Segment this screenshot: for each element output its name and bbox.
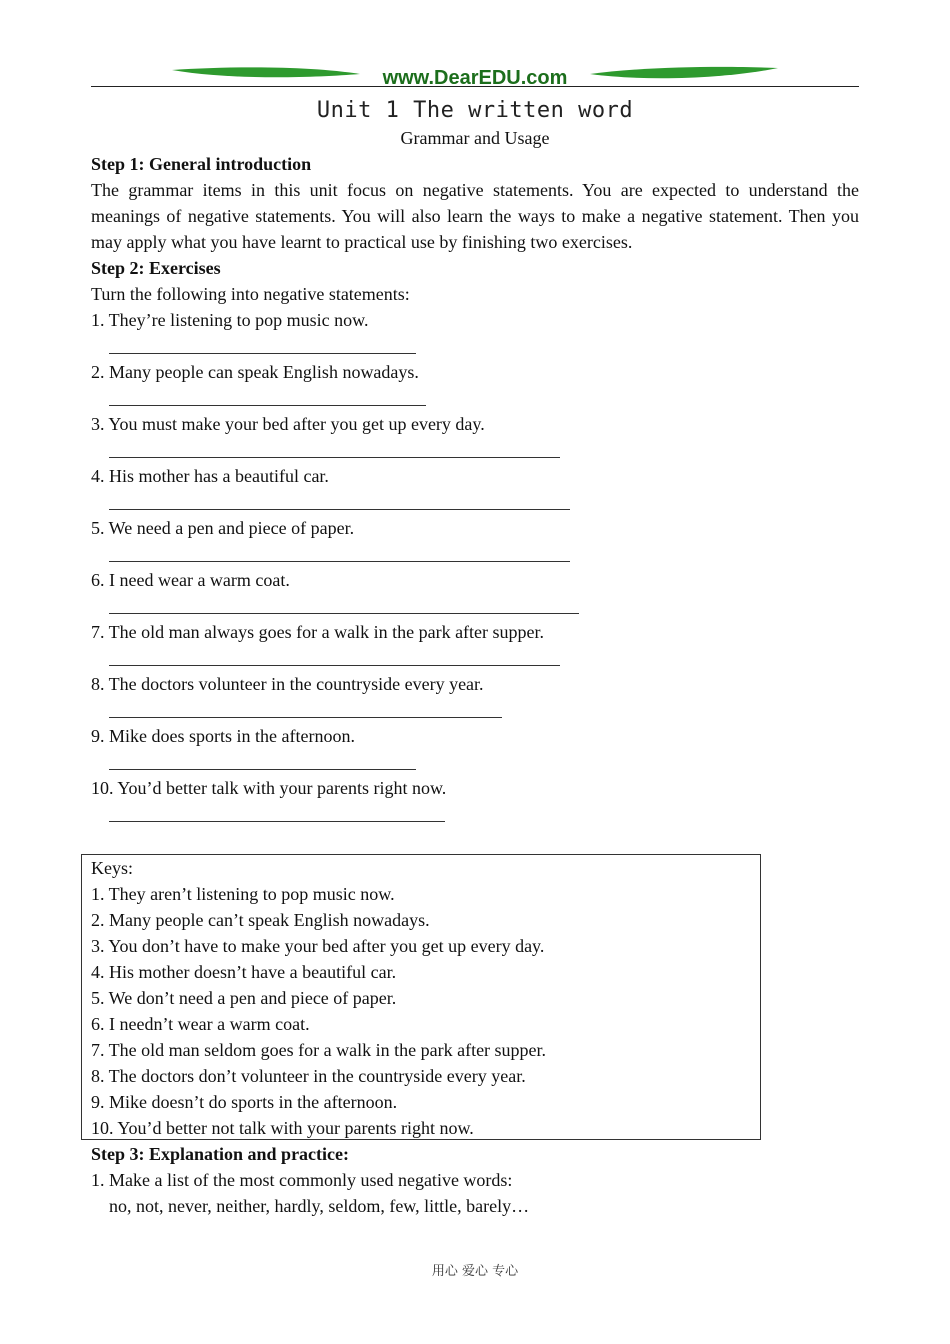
answer-blank-8[interactable] — [109, 697, 859, 723]
page-title: Unit 1 The written word — [316, 98, 634, 123]
dearedu-logo-banner — [170, 62, 780, 92]
question-1: 1. They’re listening to pop music now. — [91, 310, 369, 330]
step1-heading: Step 1: General introduction — [91, 154, 312, 174]
left-swoosh — [172, 67, 360, 77]
key-item: 10. You’d better not talk with your parents right now. — [91, 1118, 474, 1138]
page-footer: 用心 爱心 专心 — [431, 1264, 519, 1279]
key-item: 9. Mike doesn’t do sports in the afternoon. — [91, 1092, 398, 1112]
question-6: 6. I need wear a warm coat. — [91, 570, 290, 590]
step2-heading: Step 2: Exercises — [91, 258, 221, 278]
right-swoosh — [590, 67, 778, 78]
question-5: 5. We need a pen and piece of paper. — [91, 518, 355, 538]
question-8: 8. The doctors volunteer in the countryside every year. — [91, 674, 484, 694]
logo-text: www.DearEDU.com — [382, 67, 568, 89]
negative-words-list: no, not, never, neither, hardly, seldom, few, little, barely… — [109, 1196, 530, 1216]
step3-section — [91, 1141, 529, 1219]
answer-blank-10[interactable] — [109, 801, 859, 827]
question-7: 7. The old man always goes for a walk in the park after supper. — [91, 622, 545, 642]
question-10: 10. You’d better talk with your parents right now. — [91, 778, 447, 798]
answer-blank-4[interactable] — [109, 489, 859, 515]
question-2: 2. Many people can speak English nowadays. — [91, 362, 419, 382]
answer-blank-9[interactable] — [109, 749, 859, 775]
key-item: 4. His mother doesn’t have a beautiful car. — [91, 962, 397, 982]
key-item: 7. The old man seldom goes for a walk in the park after supper. — [91, 1040, 547, 1060]
key-item: 8. The doctors don’t volunteer in the countryside every year. — [91, 1066, 526, 1086]
answer-blank-1[interactable] — [109, 333, 859, 359]
key-item: 6. I needn’t wear a warm coat. — [91, 1014, 310, 1034]
step2-instruction: Turn the following into negative statements: — [91, 284, 410, 304]
step3-item-1: 1. Make a list of the most commonly used negative words: — [91, 1170, 513, 1190]
question-9: 9. Mike does sports in the afternoon. — [91, 726, 355, 746]
step3-heading: Step 3: Explanation and practice: — [91, 1144, 350, 1164]
answer-blank-6[interactable] — [109, 593, 859, 619]
keys-label: Keys: — [91, 858, 133, 878]
header-rule — [91, 86, 859, 87]
answer-blank-2[interactable] — [109, 385, 859, 411]
key-item: 2. Many people can’t speak English nowadays. — [91, 910, 430, 930]
answer-blank-7[interactable] — [109, 645, 859, 671]
main-content — [91, 151, 859, 827]
answer-blank-5[interactable] — [109, 541, 859, 567]
keys-list — [91, 855, 546, 1141]
step1-body: The grammar items in this unit focus on negative statements. You are expected to understand the meanings of negative statements. You will also learn the ways to make a negative statement. Then you may apply what you have learnt to practical use by finishing two exercises. — [91, 180, 859, 252]
question-4: 4. His mother has a beautiful car. — [91, 466, 329, 486]
key-item: 3. You don’t have to make your bed after you get up every day. — [91, 936, 545, 956]
question-3: 3. You must make your bed after you get up every day. — [91, 414, 485, 434]
key-item: 1. They aren’t listening to pop music now. — [91, 884, 395, 904]
page-subtitle: Grammar and Usage — [400, 128, 550, 148]
key-item: 5. We don’t need a pen and piece of paper. — [91, 988, 397, 1008]
answer-blank-3[interactable] — [109, 437, 859, 463]
